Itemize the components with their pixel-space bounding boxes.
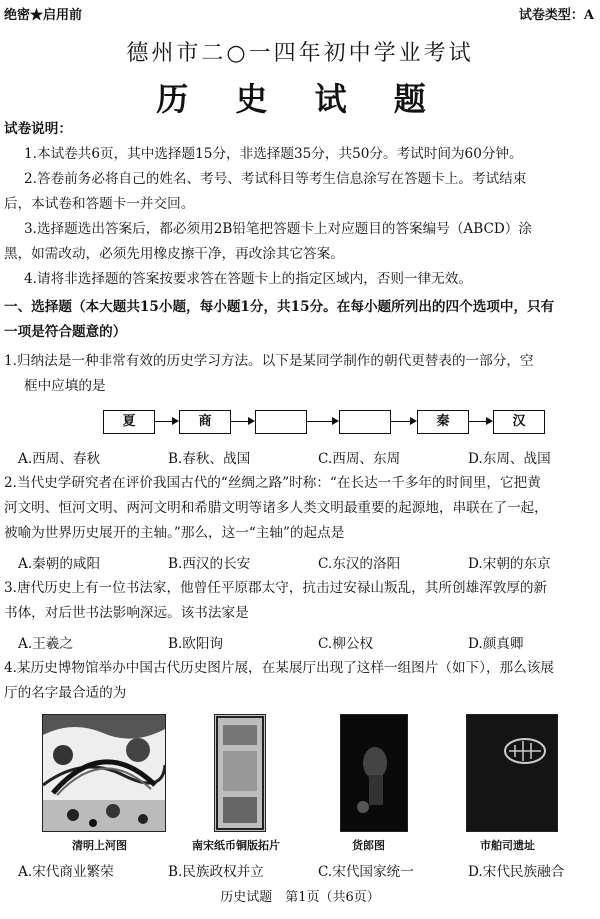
paper-type-label: 试卷类型：A (518, 8, 594, 23)
shibosi-ruins-image (466, 714, 558, 832)
dynasty-box-shang: 商 (179, 410, 231, 434)
q2-option-d[interactable]: D.宋朝的东京 (468, 556, 551, 572)
instruction-2: 2.答卷前务必将自己的姓名、考号、考试科目等考生信息涂写在答题卡上。考试结束 (24, 171, 527, 187)
q2-stem: 2.当代史学研究者在评价我国古代的“丝绸之路”时称：“在长达一千多年的时间里，它把黄 (4, 475, 541, 491)
q4-stem: 4.某历史博物馆举办中国古代历史图片展，在某展厅出现了这样一组图片（如下），那么该展 (4, 660, 554, 676)
huolang-painting-image (340, 714, 408, 832)
arrow-icon (231, 421, 253, 422)
q4-option-d[interactable]: D.宋代民族融合 (468, 864, 565, 880)
section-heading: 一、选择题（本大题共15小题，每小题1分，共15分。在每小题所列出的四个选项中，只有 (4, 299, 555, 315)
instruction-3-cont: 黑，如需改动，必须先用橡皮擦干净，再改涂其它答案。 (4, 246, 344, 262)
q2-stem-cont-1: 河文明、恒河文明、两河文明和希腊文明等诸多人类文明最重要的起源地，串联在了一起， (4, 500, 548, 516)
confidential-label: 绝密★启用前 (4, 8, 83, 23)
q2-stem-cont-2: 被喻为世界历史展开的主轴。”那么，这一“主轴”的起点是 (4, 525, 345, 541)
exam-title: 德州市二○一四年初中学业考试 (126, 41, 474, 66)
q3-stem: 3.唐代历史上有一位书法家，他曾任平原郡太守，抗击过安禄山叛乱，其所创雄浑敦厚的新 (4, 580, 548, 596)
q3-option-d[interactable]: D.颜真卿 (468, 636, 524, 652)
arrow-icon (307, 421, 337, 422)
caption-huolang: 货郎图 (352, 839, 385, 852)
dynasty-box-han: 汉 (493, 410, 545, 434)
q1-option-d[interactable]: D.东周、战国 (468, 451, 551, 467)
instruction-4: 4.请将非选择题的答案按要求答在答题卡上的指定区域内，否则一律无效。 (24, 271, 472, 287)
q3-option-b[interactable]: B.欧阳询 (168, 636, 224, 652)
q4-stem-cont: 厅的名字最合适的为 (4, 685, 127, 701)
q1-option-c[interactable]: C.西周、东周 (318, 451, 401, 467)
arrow-icon (469, 421, 491, 422)
song-banknote-print-image (214, 714, 266, 832)
instruction-1: 1.本试卷共6页，其中选择题15分，非选择题35分，共50分。考试时间为60分钟。 (24, 146, 523, 162)
q4-option-a[interactable]: A.宋代商业繁荣 (18, 864, 114, 880)
q3-option-c[interactable]: C.柳公权 (318, 636, 374, 652)
q1-option-a[interactable]: A.西周、春秋 (18, 451, 101, 467)
q2-option-c[interactable]: C.东汉的洛阳 (318, 556, 401, 572)
qingming-painting-image (42, 714, 166, 832)
caption-banknote: 南宋纸币铜版拓片 (192, 839, 280, 852)
dynasty-box-blank-2 (339, 410, 391, 434)
dynasty-box-xia: 夏 (103, 410, 155, 434)
dynasty-box-blank-1 (255, 410, 307, 434)
instructions-heading: 试卷说明： (4, 121, 72, 137)
section-heading-cont: 一项是符合题意的） (4, 324, 127, 340)
q1-stem: 1.归纳法是一种非常有效的历史学习方法。以下是某同学制作的朝代更替表的一部分，空 (4, 353, 534, 369)
q3-option-a[interactable]: A.王羲之 (18, 636, 73, 652)
subject-title: 历 史 试 题 (156, 80, 444, 118)
caption-qingming: 清明上河图 (72, 839, 127, 852)
instruction-3: 3.选择题选出答案后，都必须用2B铅笔把答题卡上对应题目的答案编号（ABCD）涂 (24, 221, 532, 237)
page-footer: 历史试题 第1页（共6页） (220, 890, 380, 905)
q4-option-c[interactable]: C.宋代国家统一 (318, 864, 414, 880)
arrow-icon (391, 421, 415, 422)
q2-option-b[interactable]: B.西汉的长安 (168, 556, 251, 572)
dynasty-box-qin: 秦 (417, 410, 469, 434)
q4-option-b[interactable]: B.民族政权并立 (168, 864, 264, 880)
caption-shibosi: 市舶司遗址 (480, 839, 535, 852)
q1-stem-cont: 框中应填的是 (24, 378, 106, 394)
arrow-icon (155, 421, 177, 422)
q1-option-b[interactable]: B.春秋、战国 (168, 451, 251, 467)
instruction-2-cont: 后，本试卷和答题卡一并交回。 (4, 196, 195, 212)
q2-option-a[interactable]: A.秦朝的咸阳 (18, 556, 101, 572)
q3-stem-cont: 书体，对后世书法影响深远。该书法家是 (4, 605, 249, 621)
